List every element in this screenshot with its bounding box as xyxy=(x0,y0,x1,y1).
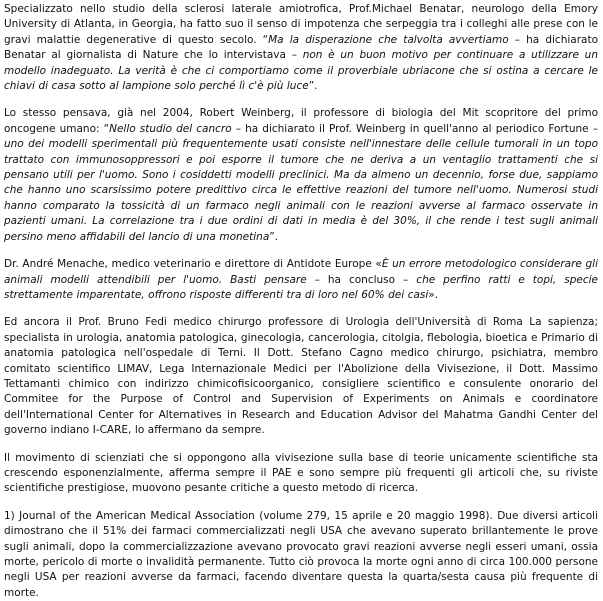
text-segment: Dr. André Menache, medico veterinario e direttore di Antidote Europe « xyxy=(4,258,382,271)
paragraph-benatar xyxy=(4,2,598,94)
text-segment: Ed ancora il Prof. Bruno Fedi medico chirurgo professore di Urologia dell'Università di Roma La sapienza; specialista in urologia, anatomia patologica, ginecologia, cancerologia, citolgia, flebologia, bioetica e Primario di anatomia patologica nell'ospedale di Terni. Il Dott. Stefano Cagno medico chirurgo, psichiatra, membro comitato scientifico LIMAV, Lega Internazionale Medici per l'Abolizione della Vivisezione, il Dott. Massimo Tettamanti chimico con indirizzo chimicofisicoorganico, consigliere scientifico e consulente onorario del Commitee for the Purpose of Control and Supervision of Experiments on Animals e coordinatore dell'International Center for Alternatives in Research and Education Advisor del Mahatma Gandhi Center del governo indiano I-CARE, lo affermano da sempre. xyxy=(4,316,598,437)
text-segment: ”. xyxy=(269,230,279,243)
paragraph-fedi xyxy=(4,315,598,438)
quote-segment: Ma la disperazione che talvolta avvertiamo xyxy=(268,33,509,46)
text-segment: Il movimento di scienziati che si oppongono alla vivisezione sulla base di teorie unicamente scientifiche sta crescendo esponenzialmente, afferma sempre il PAE e sono sempre più frequenti gli articoli che, su riviste scientifiche prestigiose, muovono pesante critiche a questo metodo di ricerca. xyxy=(4,451,598,495)
text-segment: – ha concluso – xyxy=(306,273,417,286)
paragraph-jama xyxy=(4,509,598,601)
text-segment: Specializzato nello studio della sclerosi laterale amiotrofica, Prof.Michael Benatar, neurologo della Emory University di Atlanta, in Georgia, ha fatto suo il senso di impotenza che serpeggia tra i colleghi alle prese con le gravi malattie degenerative di questo secolo. “ xyxy=(4,3,598,46)
paragraph-menache xyxy=(4,257,598,303)
text-segment: 1) Journal of the American Medical Association (volume 279, 15 aprile e 20 maggio 1998). Due diversi articoli dimostrano che il 51% dei farmaci commercializzati negli USA che avevano superato brillantemente le prove sugli animali, dopo la commercializzazione avevano provocato gravi reazioni avverse negli esseri umani, ossia morte, pericolo di morte o invalidità permanente. Tutto ciò provoca la morte ogni anno di circa 100.000 persone negli USA per reazioni avverse da farmaci, facendo diventare questa la quarta/sesta causa più frequente di morte. xyxy=(4,509,598,599)
text-segment: – ha dichiarato il Prof. Weinberg in quell'anno al periodico Fortune – xyxy=(231,122,598,135)
text-segment: – ha dichiarato Benatar al giornalista di Nature che lo intervistava – xyxy=(4,33,599,62)
paragraph-movimento xyxy=(4,451,598,497)
text-segment: ». xyxy=(428,288,439,301)
quote-segment: non è un buon motivo per continuare a utilizzare un modello inadeguato. La verità è che ci comportiamo come il proverbiale ubriacone che si ostina a cercare le chiavi di casa sotto al lampione solo perché lì c'è più luce xyxy=(4,49,598,93)
text-segment: Lo stesso pensava, già nel 2004, Robert Weinberg, il professore di biologia del Mit scopritore del primo oncogene umano: “ xyxy=(4,107,598,135)
text-segment: ”. xyxy=(308,80,318,93)
quote-segment: È un errore metodologico considerare gli animali modelli attendibili per l'uomo. Basti pensare xyxy=(4,258,598,286)
quote-segment: uno dei modelli sperimentali più frequentemente usati consiste nell'innestare delle cellule tumorali in un topo trattato con immunosoppressori e poi esporre il tumore che ne deriva a un ventaglio trattamenti che si pensano utili per l'uomo. Sono i cosiddetti modelli preclinici. Ma da almeno un decennio, forse due, sappiamo che hanno uno scarsissimo potere predittivo circa le effettive reazioni del tumore nell'uomo. Numerosi studi hanno comparato la tossicità di un farmaco negli animali con le reazioni avverse al farmaco osservate in pazienti umani. La correlazione tra i due ordini di dati in media è del 30%, il che rende i test sugli animali persino meno affidabili del lancio di una monetina xyxy=(4,138,598,243)
paragraph-weinberg xyxy=(4,106,598,245)
quote-segment: Nello studio del cancro xyxy=(109,122,232,135)
quote-segment: che perfino ratti e topi, specie strettamente imparentate, offrono risposte differenti tra di loro nel 60% dei casi xyxy=(4,273,598,301)
